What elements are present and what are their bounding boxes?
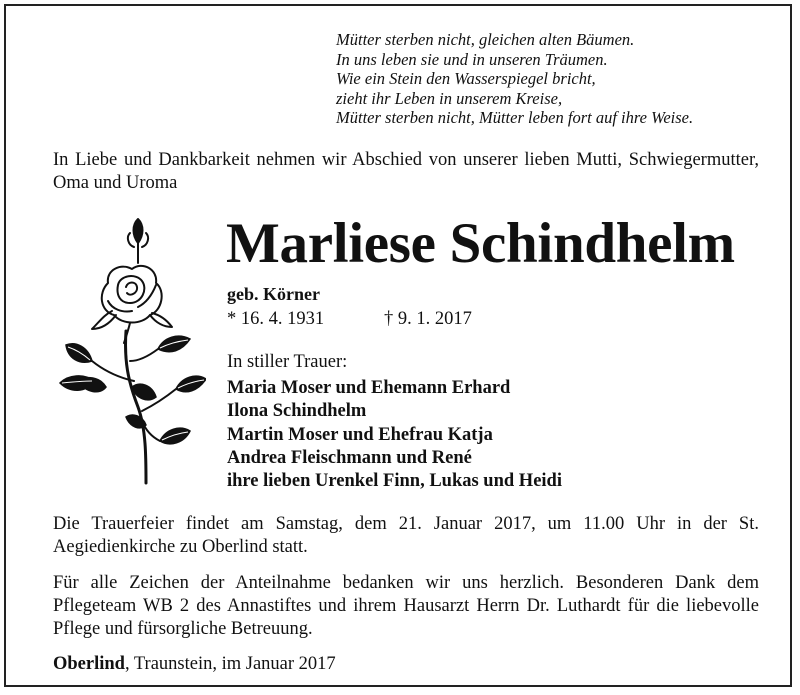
poem-line: In uns leben sie und in unseren Träumen. xyxy=(336,49,608,69)
life-dates xyxy=(227,308,472,330)
closing-line xyxy=(53,653,336,675)
poem-line: Mütter sterben nicht, Mütter leben fort auf ihre Weise. xyxy=(336,108,694,128)
birth-date: * 16. 4. 1931 xyxy=(227,309,325,329)
closing-rest: , Traunstein, im Januar 2017 xyxy=(124,654,336,674)
poem xyxy=(336,30,776,128)
poem-line: Mütter sterben nicht, gleichen alten Bäumen. xyxy=(336,30,635,49)
mourner-entry: Martin Moser und Ehefrau Katja xyxy=(227,424,493,445)
maiden-name: geb. Körner xyxy=(227,284,320,304)
poem-line: zieht ihr Leben in unserem Kreise, xyxy=(336,88,563,108)
closing-place: Oberlind xyxy=(53,654,125,674)
intro-text: In Liebe und Dankbarkeit nehmen wir Abschied von unserer lieben Mutti, Schwiegermutter, Oma und Uroma xyxy=(53,150,759,193)
death-date: † 9. 1. 2017 xyxy=(384,309,472,329)
obituary-notice xyxy=(4,4,792,687)
mourners-intro: In stiller Trauer: xyxy=(227,352,348,372)
mourner-entry: ihre lieben Urenkel Finn, Lukas und Heidi xyxy=(227,471,562,492)
poem-line: Wie ein Stein den Wasserspiegel bricht, xyxy=(336,69,596,89)
mourner-entry: Ilona Schindhelm xyxy=(227,401,367,422)
funeral-notice: Die Trauerfeier findet am Samstag, dem 21. Januar 2017, um 11.00 Uhr in der St. Aegiedienkirche zu Oberlind statt. xyxy=(53,514,759,557)
deceased-name: Marliese Schindhelm xyxy=(226,212,735,275)
mourners-list xyxy=(227,377,562,493)
mourner-entry: Maria Moser und Ehemann Erhard xyxy=(227,378,511,398)
thanks-notice: Für alle Zeichen der Anteilnahme bedanken wir uns herzlich. Besonderen Dank dem Pflegeteam WB 2 des Annastiftes und ihrem Hausarzt Herrn Dr. Luthardt für die liebevolle Pflege und fürsorgliche Betreuung. xyxy=(53,573,759,639)
mourner-entry: Andrea Fleischmann und René xyxy=(227,447,472,468)
rose-icon xyxy=(46,211,206,491)
